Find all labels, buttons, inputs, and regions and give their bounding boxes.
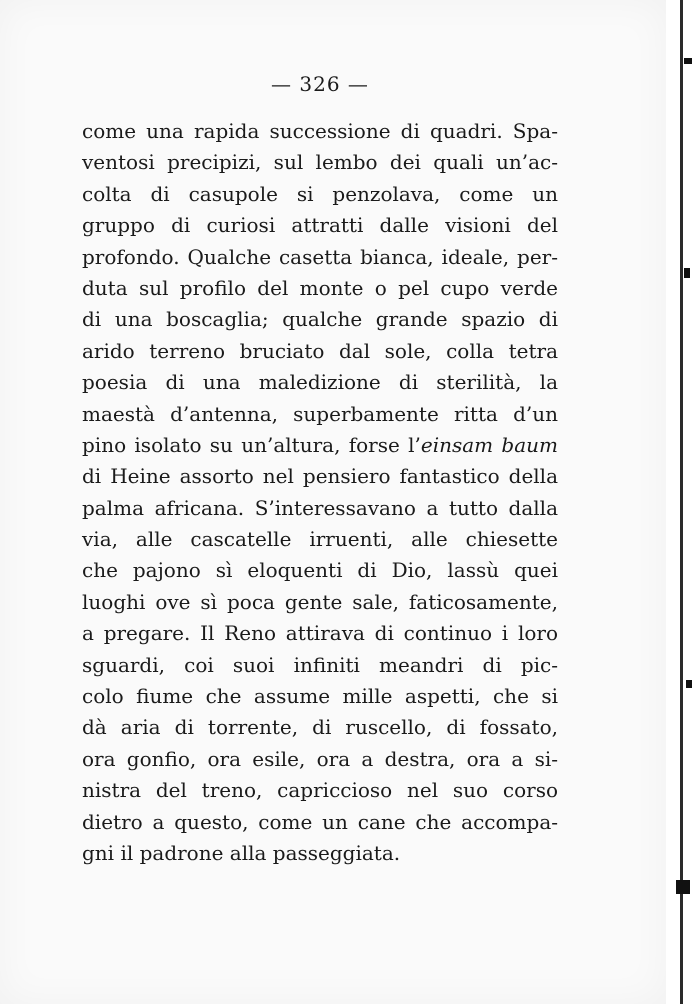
body-text	[82, 116, 558, 869]
text-line: di Heine assorto nel pensiero fantastico della	[82, 464, 558, 489]
text-line-with-italic	[82, 430, 558, 461]
edge-mark	[686, 680, 692, 688]
text-line: arido terreno bruciato dal sole, colla tetra	[82, 338, 558, 363]
text-segment: pino isolato su un’altura, forse l’	[82, 432, 421, 457]
text-line: di una boscaglia; qualche grande spazio di	[82, 307, 558, 332]
text-line: profondo. Qualche casetta bianca, ideale, per-	[82, 244, 558, 269]
italic-phrase: einsam baum	[420, 432, 558, 457]
page-number: — 326 —	[271, 72, 369, 96]
text-line: maestà d’antenna, superbamente ritta d’un	[82, 401, 558, 426]
text-line: dietro a questo, come un cane che accompa-	[82, 809, 558, 834]
text-line: gruppo di curiosi attratti dalle visioni del	[82, 213, 558, 238]
text-line: poesia di una maledizione di sterilità, la	[82, 370, 558, 395]
text-line: dà aria di torrente, di ruscello, di fossato,	[82, 715, 558, 740]
text-line: come una rapida successione di quadri. Spa-	[82, 119, 558, 143]
edge-mark	[684, 58, 692, 64]
page-edge-line	[680, 0, 683, 1004]
text-line: nistra del treno, capriccioso nel suo corso	[82, 778, 558, 803]
text-line: ventosi precipizi, sul lembo dei quali un’ac-	[82, 150, 558, 175]
text-line: a pregare. Il Reno attirava di continuo i loro	[82, 621, 558, 646]
edge-mark	[684, 268, 690, 278]
text-line: sguardi, coi suoi infiniti meandri di pic-	[82, 652, 558, 677]
edge-mark	[676, 880, 690, 894]
text-line: luoghi ove sì poca gente sale, faticosamente,	[82, 589, 558, 614]
text-line: colta di casupole si penzolava, come un	[82, 181, 558, 206]
text-line: colo fiume che assume mille aspetti, che si	[82, 684, 558, 709]
text-line: duta sul profilo del monte o pel cupo verde	[82, 275, 558, 300]
text-line: che pajono sì eloquenti di Dio, lassù quei	[82, 558, 558, 583]
text-line: ora gonfio, ora esile, ora a destra, ora a si-	[82, 746, 558, 771]
text-line: palma africana. S’interessavano a tutto dalla	[82, 495, 558, 520]
text-line: via, alle cascatelle irruenti, alle chiesette	[82, 527, 558, 552]
text-line: gni il padrone alla passeggiata.	[82, 840, 401, 865]
